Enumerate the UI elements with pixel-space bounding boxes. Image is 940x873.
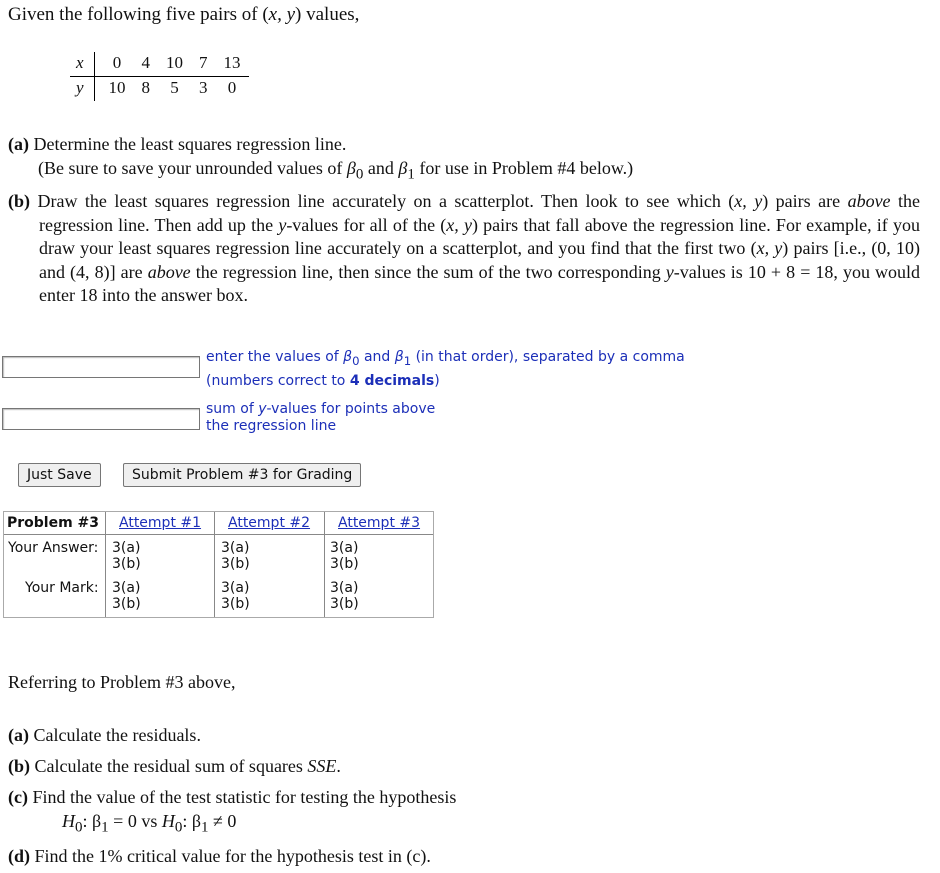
y-value: 3 — [199, 78, 208, 97]
just-save-button[interactable]: Just Save — [18, 463, 101, 487]
sum-y-hint: sum of y-values for points above the regression line — [206, 401, 436, 434]
beta-values-hint: enter the values of $\beta_0$ and $\beta_1$ (in that order), separated by a comma (numbers correct to 4 decimals) — [206, 349, 685, 389]
x-value: 7 — [191, 52, 216, 77]
part-a — [8, 133, 633, 187]
attempt-1-link[interactable]: Attempt #1 — [119, 515, 202, 531]
x-value: 13 — [216, 52, 249, 77]
attempt-2-link[interactable]: Attempt #2 — [228, 515, 311, 531]
followup-a: (a) Calculate the residuals. — [8, 725, 201, 745]
your-answer-label: Your Answer: — [8, 540, 99, 556]
y-value: 0 — [227, 78, 237, 97]
x-value: 10 — [158, 52, 191, 77]
submit-grading-button[interactable]: Submit Problem #3 for Grading — [123, 463, 361, 487]
problem-label: Problem #3 — [7, 515, 100, 531]
mark-cell: 3(a) 3(b) — [221, 580, 250, 612]
attempts-table — [3, 511, 434, 618]
mark-cell: 3(a) 3(b) — [112, 580, 141, 612]
y-value: 10 — [108, 78, 126, 97]
followup-intro: Referring to Problem #3 above, — [8, 672, 236, 692]
part-a-text: Determine the least squares regression line. — [33, 134, 347, 154]
answer-cell: 3(a) 3(b) — [330, 540, 359, 572]
x-value: 0 — [94, 52, 134, 77]
answer-cell: 3(a) 3(b) — [221, 540, 250, 572]
answer-cell: 3(a) 3(b) — [112, 540, 141, 572]
xy-data-table — [70, 52, 249, 101]
beta-values-input[interactable] — [2, 356, 200, 378]
x-value: 4 — [134, 52, 159, 77]
part-a-label: (a) — [8, 134, 29, 154]
attempt-3-link[interactable]: Attempt #3 — [338, 515, 421, 531]
y-value: 5 — [170, 78, 179, 97]
y-value: 8 — [141, 78, 151, 97]
followup-c: (c) Find the value of the test statistic for testing the hypothesis — [8, 787, 457, 807]
part-b-label: (b) — [8, 191, 30, 211]
mark-cell: 3(a) 3(b) — [330, 580, 359, 612]
part-b: (b) Draw the least squares regression line accurately on a scatterplot. Then look to see which (x, y) pairs are above the regression line. Then add up the y-values for all of the (x, y) pairs that fall above the regression line. For example, if you draw your least squares regression line accurately on a scatterplot, and you find that the first two (x, y) pairs [i.e., (0, 10) and (4, 8)] are above the regression line, then since the sum of the two corresponding y-values is 10 + 8 = 18, you would enter 18 into the answer box. — [8, 191, 921, 305]
followup-b: (b) Calculate the residual sum of squares SSE. — [8, 756, 341, 776]
hypothesis: $H_0$: $\beta_1 = 0$ vs $H_0$: $\beta_1 \ne 0$ — [62, 811, 237, 836]
intro-text: Given the following five pairs of (x, y) values, — [8, 4, 360, 25]
your-mark-label: Your Mark: — [25, 580, 99, 596]
sum-y-input[interactable] — [2, 408, 200, 430]
part-a-note: (Be sure to save your unrounded values of $\beta_0$ and $\beta_1$ for use in Problem #4 below.) — [38, 157, 634, 183]
y-label: y — [70, 77, 94, 102]
followup-d: (d) Find the 1% critical value for the hypothesis test in (c). — [8, 846, 431, 866]
x-label: x — [70, 52, 94, 77]
